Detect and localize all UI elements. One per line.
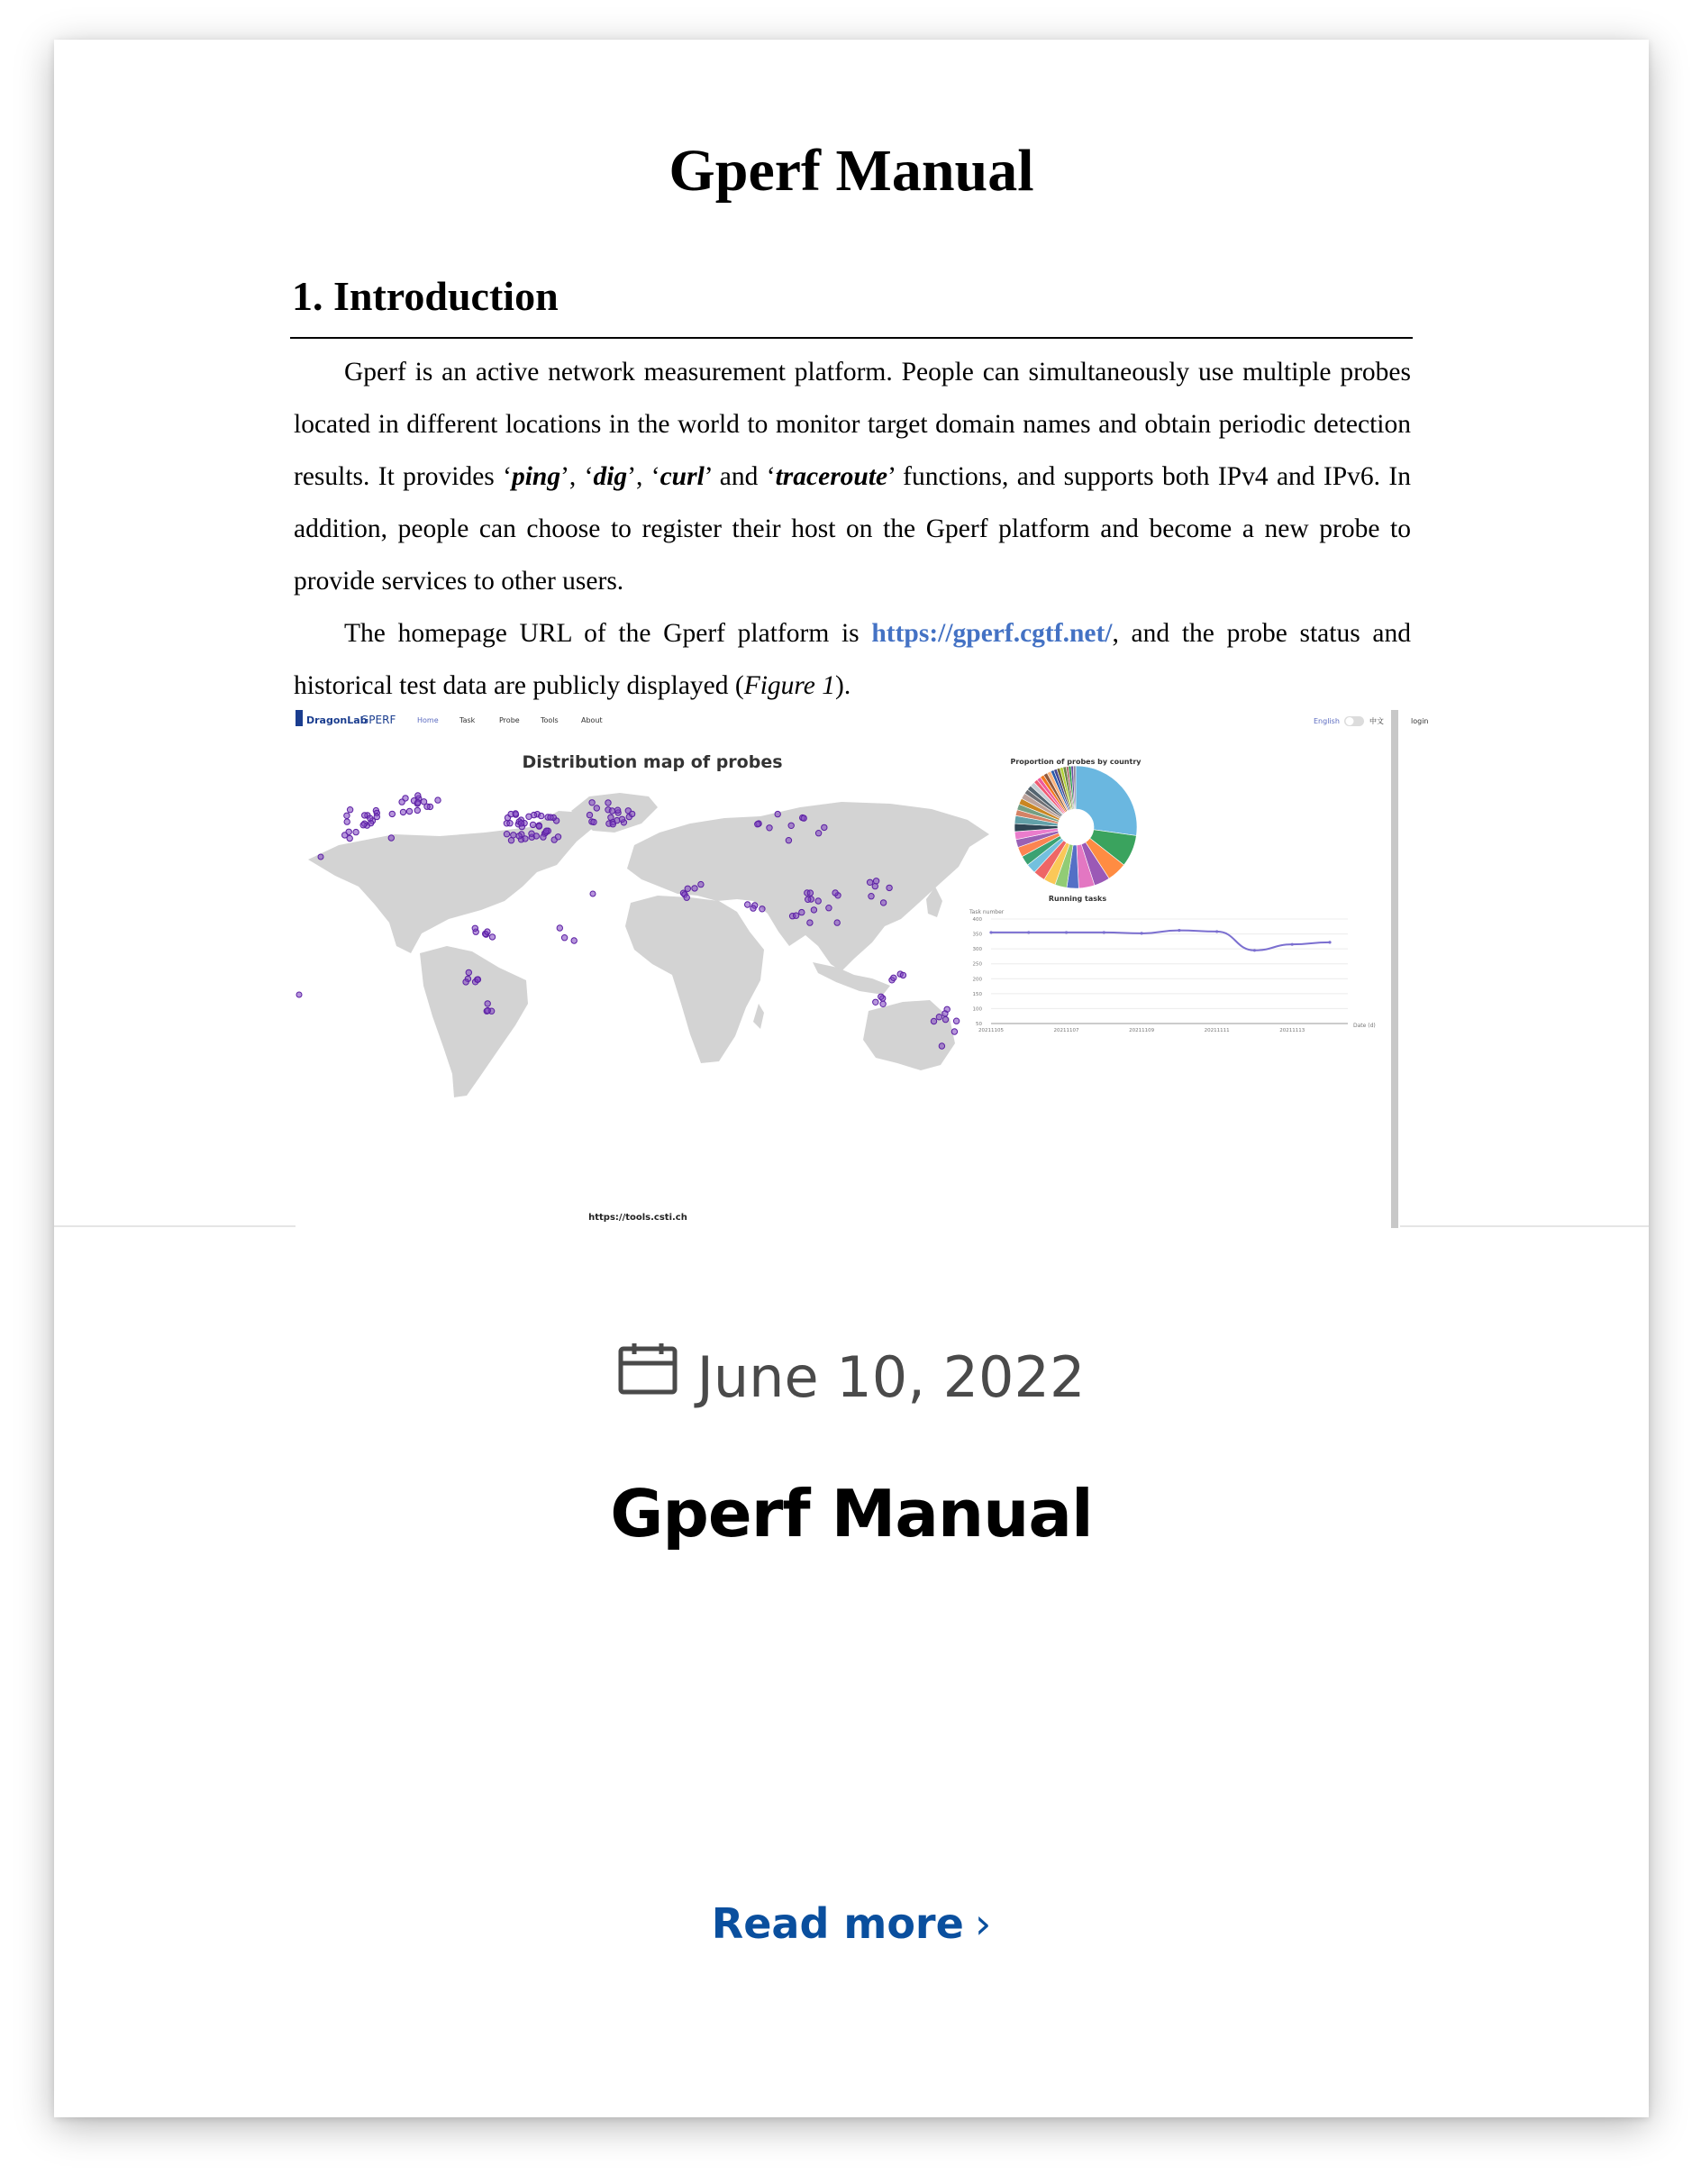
platform-link: https://gperf.cgtf.net/ xyxy=(871,619,1113,648)
nav-task: Task xyxy=(459,716,476,724)
map-title: Distribution map of probes xyxy=(522,752,783,772)
probe-dot xyxy=(475,977,480,982)
probe-dot xyxy=(942,1016,948,1022)
nav-about: About xyxy=(581,716,603,724)
world-map xyxy=(308,793,989,1097)
x-tick-label: 20211111 xyxy=(1204,1028,1230,1033)
probe-dot xyxy=(878,994,884,999)
probe-dot xyxy=(555,834,560,840)
probe-dot xyxy=(692,886,697,891)
probe-dot xyxy=(523,836,528,842)
y-tick-label: 50 xyxy=(976,1022,982,1027)
probe-dot xyxy=(360,823,366,828)
y-tick-label: 150 xyxy=(972,991,982,997)
probe-dot xyxy=(368,815,373,821)
probe-dot xyxy=(466,969,471,975)
probe-dot xyxy=(536,824,541,829)
probe-dot xyxy=(353,829,359,834)
y-tick-label: 300 xyxy=(972,947,982,953)
figure-canvas xyxy=(296,710,1429,1233)
probe-dot xyxy=(793,913,798,918)
probe-dot xyxy=(346,829,351,834)
calendar-icon xyxy=(618,1342,678,1409)
document-title: Gperf Manual xyxy=(669,138,1034,204)
probe-dot xyxy=(511,833,516,838)
probe-dot xyxy=(518,821,523,826)
probe-dot xyxy=(834,920,840,925)
probe-dot xyxy=(629,811,634,816)
probe-dot xyxy=(388,835,394,841)
probe-dot xyxy=(344,819,350,824)
probe-dot xyxy=(571,938,577,943)
probe-dot xyxy=(589,800,595,805)
probe-dot xyxy=(530,822,535,827)
probe-dot xyxy=(788,823,794,828)
probe-dot xyxy=(347,807,352,813)
running-tasks-line-chart xyxy=(973,917,1349,1033)
probe-dot xyxy=(807,890,813,896)
probe-dot xyxy=(805,896,811,902)
read-more-label: Read more xyxy=(711,1899,964,1948)
line-point xyxy=(1027,931,1030,933)
document-body xyxy=(294,346,1411,712)
probe-dot xyxy=(873,878,878,884)
probe-dot xyxy=(414,807,420,813)
probe-dot xyxy=(591,819,596,824)
line-point xyxy=(989,931,992,933)
pie-title: Proportion of probes by country xyxy=(1010,758,1142,766)
probe-dot xyxy=(936,1015,941,1020)
y-tick-label: 400 xyxy=(972,917,982,923)
probe-dot xyxy=(767,825,772,831)
probe-dot xyxy=(931,1018,936,1024)
probe-dot xyxy=(472,925,478,931)
probe-dot xyxy=(507,821,513,826)
probe-dot xyxy=(485,1001,490,1006)
y-tick-label: 250 xyxy=(972,961,982,968)
figure-footer-url: https://tools.csti.ch xyxy=(588,1213,687,1223)
probe-dot xyxy=(296,992,302,997)
y-tick-label: 350 xyxy=(972,932,982,938)
nav-probe: Probe xyxy=(499,716,520,724)
line-point xyxy=(1215,930,1218,933)
series-line xyxy=(991,931,1330,951)
y-tick-label: 200 xyxy=(972,977,982,983)
probe-dot xyxy=(832,890,838,896)
figure-1-screenshot xyxy=(296,710,1429,1233)
probe-dot xyxy=(415,800,421,805)
probe-dot xyxy=(880,900,886,905)
probe-dot xyxy=(609,808,614,814)
probe-dot xyxy=(516,833,522,839)
probe-dot xyxy=(869,894,874,899)
probe-dot xyxy=(587,812,592,817)
line-xlabel: Date (d) xyxy=(1353,1023,1376,1029)
chevron-right-icon: › xyxy=(974,1899,992,1948)
probe-dot xyxy=(605,800,611,805)
line-point xyxy=(1291,943,1294,946)
brand-text: GPERF xyxy=(360,714,396,726)
line-point xyxy=(1178,929,1180,932)
x-tick-label: 20211107 xyxy=(1053,1028,1079,1033)
line-point xyxy=(1103,931,1105,933)
logo-mark xyxy=(296,710,303,726)
post-thumbnail[interactable] xyxy=(54,40,1649,1227)
paragraph-2: The homepage URL of the Gperf platform is https://gperf.cgtf.net/, and the probe status and historical test data are publicly displayed (Figure 1). xyxy=(294,619,1411,700)
probe-dot xyxy=(400,809,405,814)
probe-dot xyxy=(951,1029,957,1034)
probe-dot xyxy=(698,881,704,887)
probe-dot xyxy=(374,814,379,819)
probe-dot xyxy=(786,838,791,843)
probe-dot xyxy=(406,808,412,814)
probe-dot xyxy=(745,902,750,907)
read-more-link[interactable] xyxy=(54,1899,1649,1948)
pie-slice xyxy=(1076,766,1137,835)
probe-dot xyxy=(557,925,562,931)
paragraph-1: Gperf is an active network measurement platform. People can simultaneously use multiple probes located in different locations in the world to monitor target domain names and obtain periodic detection results. It provides ‘ping’, ‘dig’, ‘curl’ and ‘traceroute’ functions, and supports both IPv4 and IPv6. In addition, people can choose to register their host on the Gperf platform and become a new probe to provide services to other users. xyxy=(294,358,1411,596)
probe-dot xyxy=(815,831,821,836)
probe-dot xyxy=(684,895,689,900)
probe-dot xyxy=(801,815,806,821)
probe-dot xyxy=(760,906,765,912)
x-tick-label: 20211109 xyxy=(1129,1028,1155,1033)
probe-dot xyxy=(389,811,395,816)
probe-dot xyxy=(362,813,368,818)
probe-dot xyxy=(504,832,509,837)
probe-dot xyxy=(485,929,490,934)
probe-dot xyxy=(685,886,690,891)
probe-dot xyxy=(887,885,892,890)
probe-dot xyxy=(880,1001,886,1006)
probe-dot xyxy=(526,814,532,819)
probe-dot xyxy=(590,891,596,896)
x-tick-label: 20211113 xyxy=(1279,1028,1305,1033)
probe-dot xyxy=(415,793,421,798)
probe-dot xyxy=(939,1043,944,1049)
line-point xyxy=(1065,931,1068,933)
probe-dot xyxy=(539,813,544,818)
probe-dot xyxy=(344,813,350,818)
probe-dot xyxy=(513,811,518,816)
nav-tools: Tools xyxy=(541,716,559,724)
probe-dot xyxy=(543,828,549,833)
probe-dot xyxy=(529,831,534,836)
probe-dot xyxy=(867,879,872,885)
probe-dot xyxy=(548,814,553,820)
probe-dot xyxy=(811,907,816,913)
figure-scrollbar xyxy=(1391,710,1398,1228)
probe-dot xyxy=(463,979,468,985)
line-ylabel: Task number xyxy=(969,909,1005,915)
probe-dot xyxy=(424,804,430,809)
probe-dot xyxy=(807,920,813,925)
probe-dot xyxy=(755,822,760,827)
line-point xyxy=(1141,932,1143,934)
login-text: login xyxy=(1411,717,1429,725)
probe-dot xyxy=(775,811,780,816)
lang-english: English xyxy=(1314,717,1340,725)
document-section-heading: 1. Introduction xyxy=(292,273,559,319)
post-title[interactable]: Gperf Manual xyxy=(610,1476,1093,1552)
post-date-text: June 10, 2022 xyxy=(696,1344,1086,1410)
probe-dot xyxy=(822,824,827,830)
probe-dot xyxy=(561,935,567,941)
probe-dot xyxy=(489,934,495,940)
probe-dot xyxy=(347,835,352,841)
probe-dot xyxy=(608,814,614,820)
probe-dot xyxy=(873,999,878,1005)
probe-dot xyxy=(541,834,546,840)
probe-dot xyxy=(900,972,905,978)
probe-dot xyxy=(399,799,405,805)
x-tick-label: 20211105 xyxy=(978,1028,1004,1033)
probe-dot xyxy=(953,1018,959,1024)
probe-dot xyxy=(619,816,624,822)
probe-dot xyxy=(826,905,832,911)
probe-dot xyxy=(815,898,821,904)
post-card xyxy=(54,40,1649,2117)
y-tick-label: 100 xyxy=(972,1006,982,1013)
logo-text: DragonLab xyxy=(306,714,368,726)
probe-dot xyxy=(942,1011,948,1016)
nav-home: Home xyxy=(417,716,439,724)
probe-dot xyxy=(435,797,441,803)
probe-dot xyxy=(318,854,323,860)
line-title: Running tasks xyxy=(1048,895,1107,903)
line-point xyxy=(1253,949,1256,951)
probe-dot xyxy=(594,805,599,811)
lang-chinese: 中文 xyxy=(1369,717,1384,725)
probe-dot xyxy=(799,909,805,915)
heading-rule xyxy=(290,337,1413,339)
probe-dot xyxy=(750,905,756,911)
line-point xyxy=(1328,941,1331,943)
country-pie-chart xyxy=(1014,766,1137,888)
probe-dot xyxy=(614,807,620,813)
probe-dot xyxy=(891,975,896,980)
post-date xyxy=(54,1344,1649,1415)
probe-dot xyxy=(485,1007,490,1013)
